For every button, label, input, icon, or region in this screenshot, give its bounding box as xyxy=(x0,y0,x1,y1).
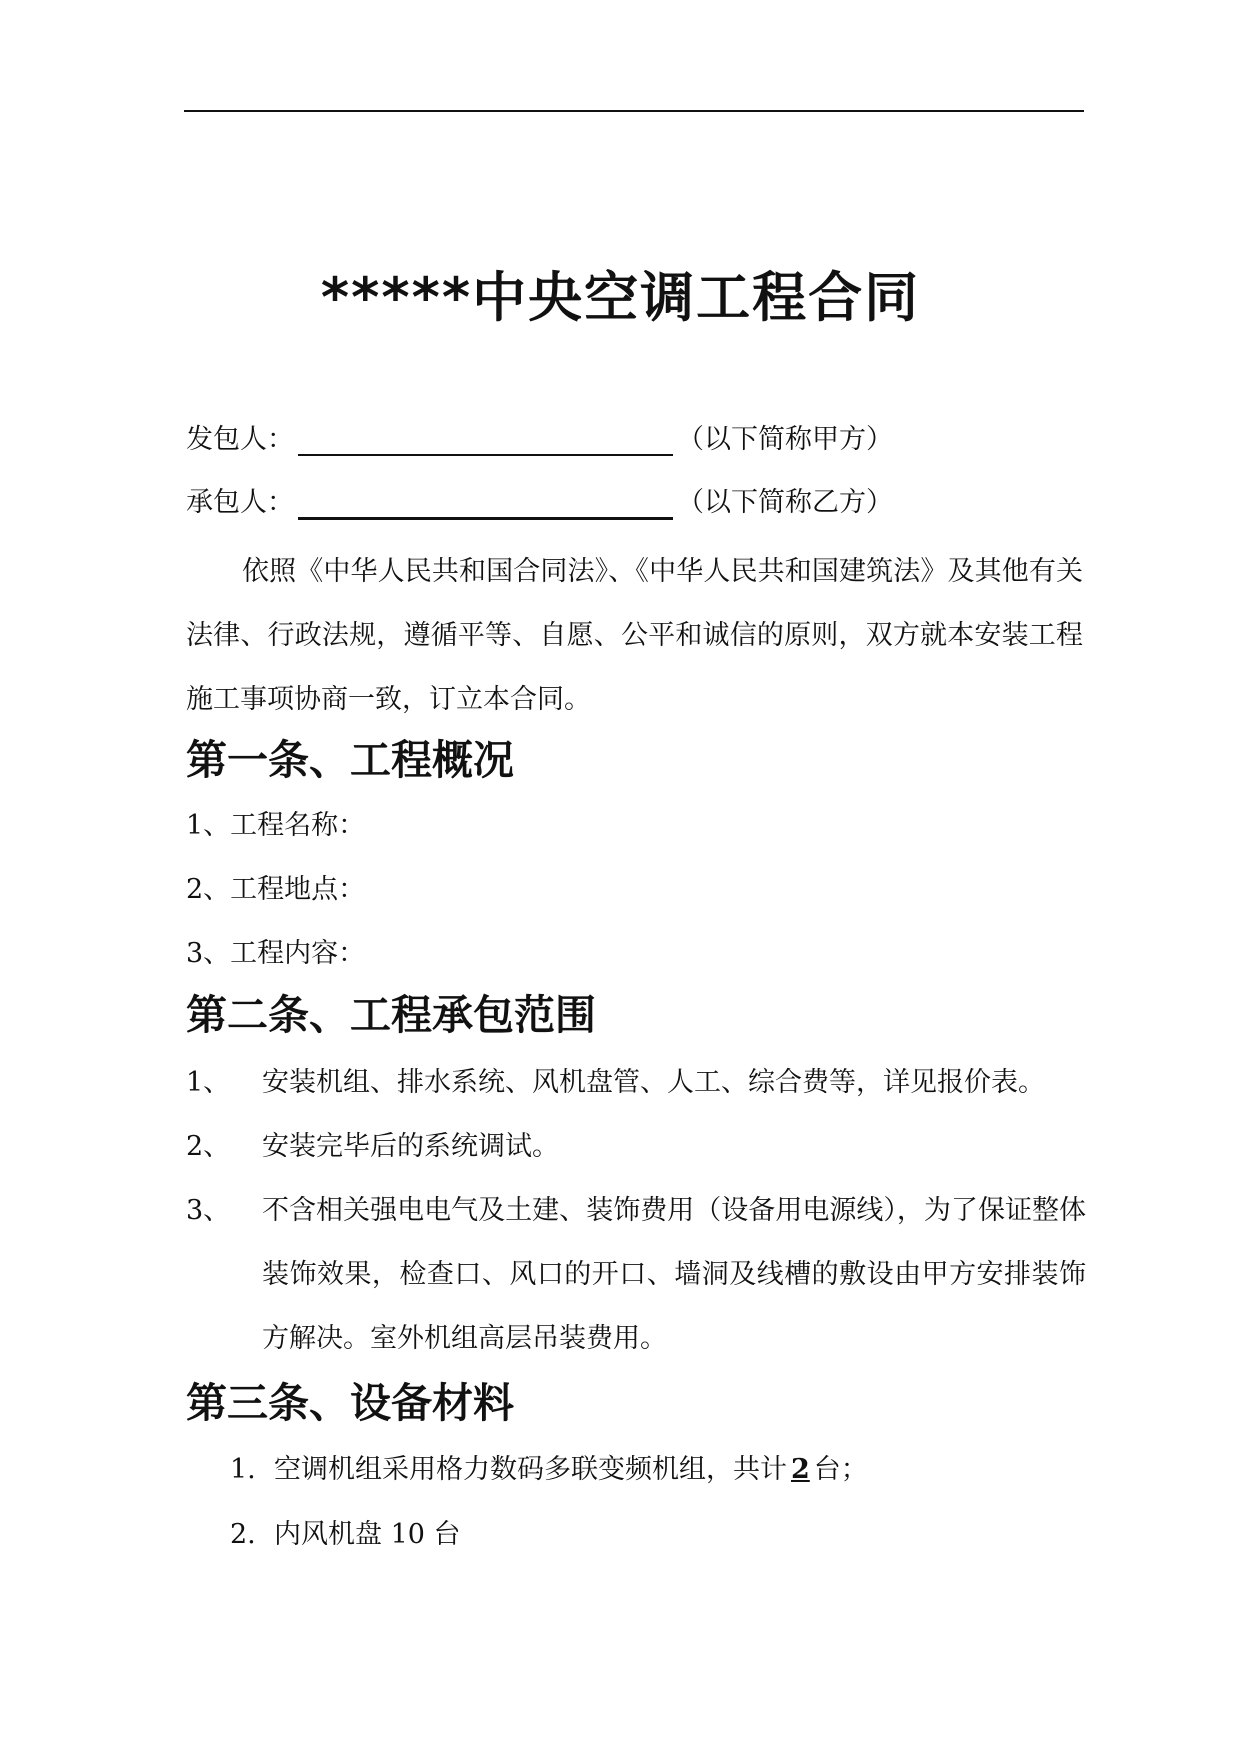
item-text: 内风机盘 10 台 xyxy=(274,1519,461,1550)
client-blank xyxy=(298,424,673,456)
contractor-blank xyxy=(298,487,673,520)
contractor-label: 承包人： xyxy=(186,487,294,518)
intro-paragraph: 依照《中华人民共和国合同法》、《中华人民共和国建筑法》及其他有关法律、行政法规，遵循平等、自愿、公平和诚信的原则，双方就本安装工程施工事项协商一致，订立本合同。 xyxy=(186,556,1083,715)
section-1-item-2: 2、工程地点： xyxy=(186,874,366,905)
item-text: 不含相关强电电气及土建、装饰费用（设备用电源线），为了保证整体装饰效果，检查口、风口的开口、墙洞及线槽的敷设由甲方安排装饰方解决。室外机组高层吊装费用。 xyxy=(262,1195,1086,1354)
item-prefix: 空调机组采用格力数码多联变频机组，共计 xyxy=(274,1454,787,1485)
client-label: 发包人： xyxy=(186,424,294,455)
item-number: 1. xyxy=(230,1454,256,1485)
section-3-item-1 xyxy=(230,1450,868,1490)
item-suffix: 台； xyxy=(813,1454,868,1485)
section-2-item-2 xyxy=(186,1115,1086,1179)
item-text: 安装完毕后的系统调试。 xyxy=(262,1131,559,1162)
section-1-item-1: 1、工程名称： xyxy=(186,810,366,841)
section-2-heading: 第二条、工程承包范围 xyxy=(186,991,596,1039)
item-number: 1、 xyxy=(186,1067,231,1098)
section-1-heading: 第一条、工程概况 xyxy=(186,736,514,784)
item-text: 安装机组、排水系统、风机盘管、人工、综合费等，详见报价表。 xyxy=(262,1067,1045,1098)
contractor-note: （以下简称乙方） xyxy=(677,487,893,518)
client-row xyxy=(186,420,893,460)
unit-quantity: 2 xyxy=(791,1454,810,1485)
section-2-item-3 xyxy=(186,1179,1086,1371)
contractor-row xyxy=(186,483,893,523)
item-number: 2、 xyxy=(186,1131,231,1162)
section-2-item-1 xyxy=(186,1051,1086,1115)
client-note: （以下简称甲方） xyxy=(677,424,893,455)
section-3-item-2 xyxy=(230,1515,461,1555)
item-number: 3、 xyxy=(186,1195,231,1226)
header-rule xyxy=(184,110,1084,112)
document-title: *****中央空调工程合同 xyxy=(320,266,921,329)
section-3-heading: 第三条、设备材料 xyxy=(186,1379,514,1427)
item-number: 2. xyxy=(230,1519,256,1550)
section-1-item-3: 3、工程内容： xyxy=(186,938,366,969)
